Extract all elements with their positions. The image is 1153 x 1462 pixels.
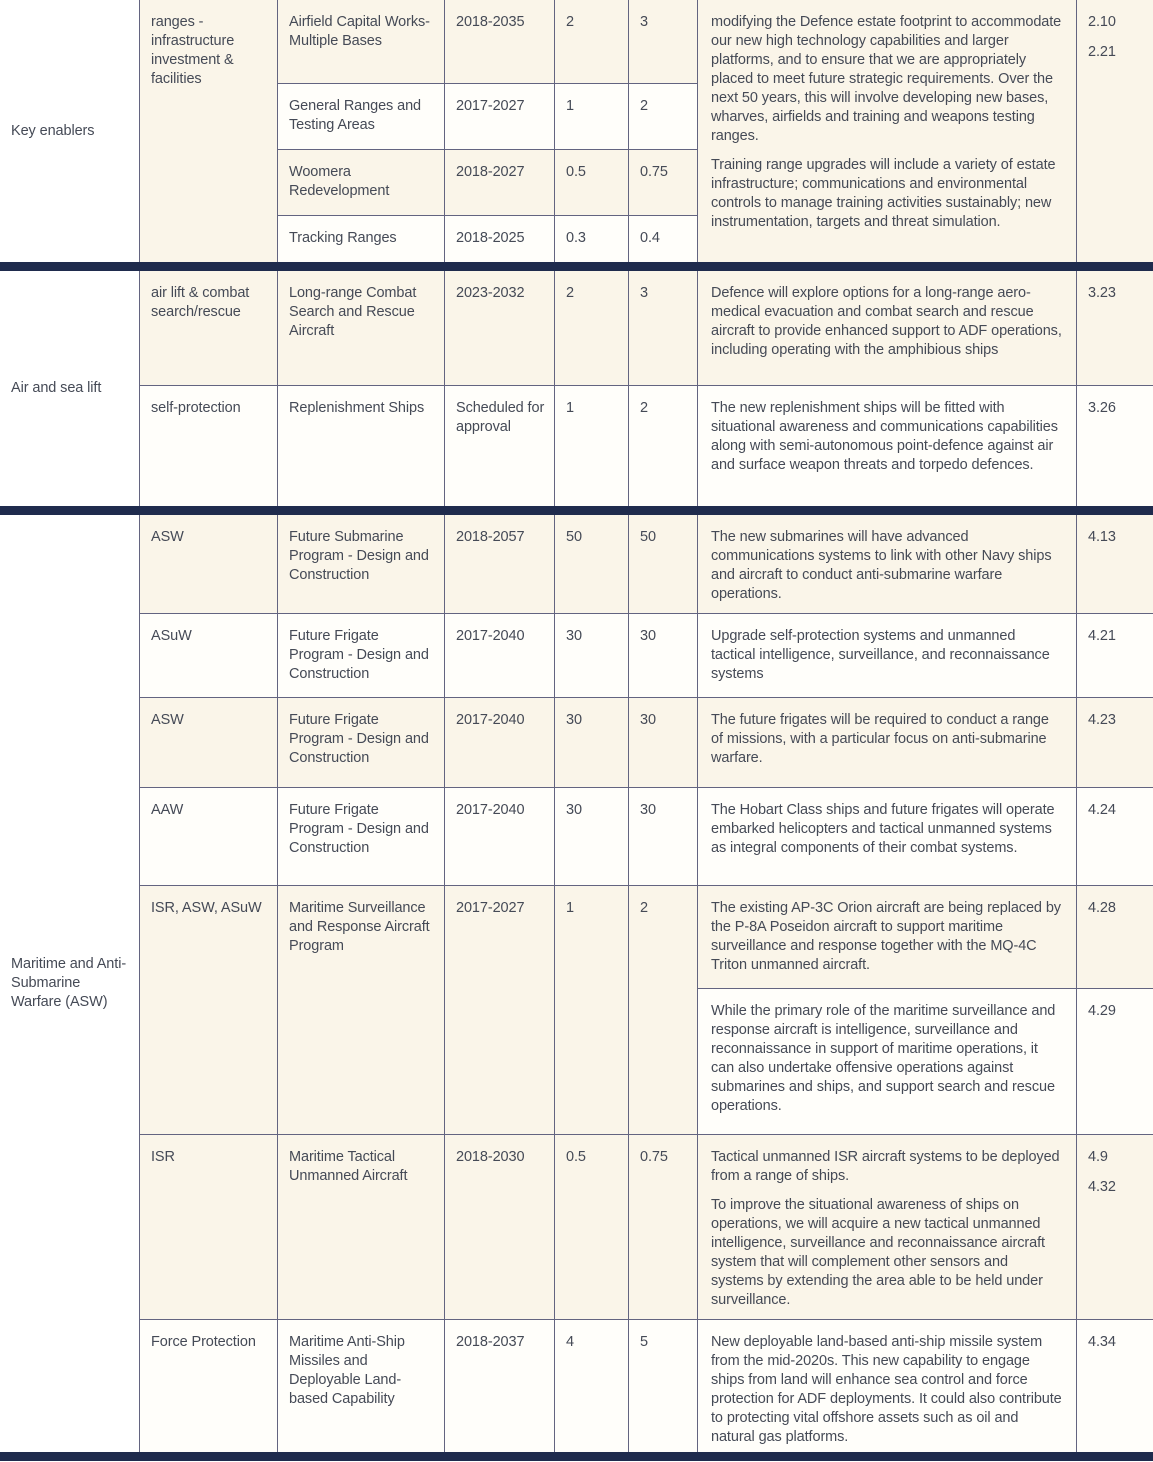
- category-label: Key enablers: [11, 122, 95, 139]
- description-cell: [698, 614, 1077, 698]
- program-cell: General Ranges and Testing Areas: [278, 84, 445, 150]
- program-cell: Maritime Tactical Unmanned Aircraft: [278, 1135, 445, 1320]
- period-cell: 2018-2025: [445, 216, 555, 262]
- period-cell: 2017-2040: [445, 698, 555, 788]
- value-cell: 0.5: [555, 150, 629, 216]
- description-cell: [698, 698, 1077, 788]
- reference-number: 4.13: [1088, 529, 1116, 545]
- reference-number: 2.10: [1088, 14, 1116, 30]
- reference-number: 4.23: [1088, 712, 1116, 728]
- description-paragraph: The new replenishment ships will be fitted with situational awareness and communications capabilities along with semi-autonomous point-defence against air and surface weapon threats and torpedo defences.: [711, 400, 1058, 473]
- value-cell: 0.75: [629, 150, 698, 216]
- value-cell: 3: [629, 0, 698, 84]
- value-cell: 2: [629, 84, 698, 150]
- period-cell: 2018-2037: [445, 1320, 555, 1452]
- value-cell: 2: [629, 886, 698, 1135]
- value-cell: 4: [555, 1320, 629, 1452]
- description-cell: [698, 886, 1077, 989]
- program-cell: Maritime Surveillance and Response Aircraft Program: [278, 886, 445, 1135]
- reference-number: 4.21: [1088, 628, 1116, 644]
- reference-number: 4.34: [1088, 1334, 1116, 1350]
- period-cell: 2017-2040: [445, 788, 555, 886]
- section-air-and-sea-lift: [0, 271, 1153, 506]
- subcategory-cell: Force Protection: [140, 1320, 278, 1452]
- value-cell: 1: [555, 886, 629, 1135]
- description-paragraph: To improve the situational awareness of ships on operations, we will acquire a new tactical unmanned intelligence, surveillance and reconnaissance aircraft system that will complement other sensors and systems by extending the area able to be held under surveillance.: [711, 1197, 1045, 1308]
- value-cell: 1: [555, 84, 629, 150]
- value-cell: 2: [629, 386, 698, 506]
- period-cell: 2017-2027: [445, 886, 555, 1135]
- program-cell: Woomera Redevelopment: [278, 150, 445, 216]
- description-paragraph: Upgrade self-protection systems and unmanned tactical intelligence, surveillance, and reconnaissance systems: [711, 628, 1050, 682]
- description-paragraph: Defence will explore options for a long-range aero-medical evacuation and combat search and rescue aircraft to provide enhanced support to ADF operations, including operating with the amphibious ships: [711, 285, 1062, 358]
- reference-number: 4.24: [1088, 802, 1116, 818]
- section-maritime-asw: [0, 515, 1153, 1452]
- reference-number: 4.29: [1088, 1003, 1116, 1019]
- value-cell: 30: [629, 698, 698, 788]
- description-cell: [698, 0, 1077, 262]
- period-cell: 2017-2040: [445, 614, 555, 698]
- description-paragraph: Training range upgrades will include a variety of estate infrastructure; communications and environmental controls to manage training activities sustainably; new instrumentation, targets and threat simulation.: [711, 157, 1056, 230]
- description-cell: [698, 788, 1077, 886]
- period-cell: 2018-2035: [445, 0, 555, 84]
- description-cell: [698, 989, 1077, 1135]
- reference-number: 4.28: [1088, 900, 1116, 916]
- description-paragraph: While the primary role of the maritime surveillance and response aircraft is intelligence, surveillance and reconnaissance in support of maritime operations, it can also undertake offensive operations against submarines and ships, and support search and rescue operations.: [711, 1003, 1056, 1114]
- period-cell: 2018-2027: [445, 150, 555, 216]
- value-cell: 0.75: [629, 1135, 698, 1320]
- description-paragraph: modifying the Defence estate footprint to accommodate our new high technology capabilities and larger platforms, and to ensure that we are appropriately placed to meet future strategic requirements. Over the next 50 years, this will involve developing new bases, wharves, airfields and training and weapons testing ranges.: [711, 14, 1062, 144]
- description-paragraph: The existing AP-3C Orion aircraft are being replaced by the P-8A Poseidon aircraft to support maritime surveillance and response together with the MQ-4C Triton unmanned aircraft.: [711, 900, 1061, 973]
- reference-number: 4.9: [1088, 1149, 1108, 1165]
- value-cell: 0.3: [555, 216, 629, 262]
- program-cell: Future Submarine Program - Design and Construction: [278, 515, 445, 614]
- value-cell: 2: [555, 271, 629, 386]
- value-cell: 50: [629, 515, 698, 614]
- program-cell: Future Frigate Program - Design and Construction: [278, 788, 445, 886]
- program-cell: Long-range Combat Search and Rescue Aircraft: [278, 271, 445, 386]
- reference-number: 4.32: [1088, 1179, 1116, 1195]
- subcategory-cell: ASW: [140, 698, 278, 788]
- reference-cell: [1077, 386, 1153, 506]
- subcategory-cell: AAW: [140, 788, 278, 886]
- reference-cell: [1077, 614, 1153, 698]
- description-paragraph: The Hobart Class ships and future frigates will operate embarked helicopters and tactical unmanned systems as integral components of their combat systems.: [711, 802, 1055, 856]
- description-paragraph: New deployable land-based anti-ship missile system from the mid-2020s. This new capability to engage ships from land will enhance sea control and force protection for ADF deployments. It could also contribute to protecting vital offshore assets such as oil and natural gas platforms.: [711, 1334, 1062, 1445]
- period-cell: 2018-2030: [445, 1135, 555, 1320]
- period-cell: 2018-2057: [445, 515, 555, 614]
- program-cell: Maritime Anti-Ship Missiles and Deployable Land-based Capability: [278, 1320, 445, 1452]
- reference-cell: [1077, 1135, 1153, 1320]
- subcategory-cell: ranges - infrastructure investment & facilities: [140, 0, 278, 262]
- reference-number: 2.21: [1088, 44, 1116, 60]
- value-cell: 50: [555, 515, 629, 614]
- reference-number: 3.26: [1088, 400, 1116, 416]
- subcategory-cell: ISR, ASW, ASuW: [140, 886, 278, 1135]
- program-cell: Airfield Capital Works-Multiple Bases: [278, 0, 445, 84]
- value-cell: 30: [555, 614, 629, 698]
- value-cell: 30: [629, 614, 698, 698]
- value-cell: 2: [555, 0, 629, 84]
- period-cell: Scheduled for approval: [445, 386, 555, 506]
- reference-cell: [1077, 886, 1153, 989]
- subcategory-cell: ASuW: [140, 614, 278, 698]
- section-divider: [0, 506, 1153, 515]
- subcategory-cell: ISR: [140, 1135, 278, 1320]
- section-key-enablers: [0, 0, 1153, 262]
- description-cell: [698, 271, 1077, 386]
- value-cell: 3: [629, 271, 698, 386]
- reference-cell: [1077, 515, 1153, 614]
- value-cell: 30: [555, 788, 629, 886]
- description-paragraph: Tactical unmanned ISR aircraft systems to be deployed from a range of ships.: [711, 1149, 1060, 1184]
- category-cell: [0, 0, 140, 262]
- reference-cell: [1077, 698, 1153, 788]
- section-divider: [0, 262, 1153, 271]
- period-cell: 2017-2027: [445, 84, 555, 150]
- value-cell: 1: [555, 386, 629, 506]
- description-paragraph: The new submarines will have advanced communications systems to link with other Navy ships and aircraft to conduct anti-submarine warfare operations.: [711, 529, 1052, 602]
- subcategory-cell: ASW: [140, 515, 278, 614]
- value-cell: 30: [555, 698, 629, 788]
- program-cell: Replenishment Ships: [278, 386, 445, 506]
- reference-cell: [1077, 788, 1153, 886]
- reference-cell: [1077, 271, 1153, 386]
- section-divider: [0, 1452, 1153, 1461]
- category-label: Air and sea lift: [11, 380, 102, 396]
- subcategory-cell: self-protection: [140, 386, 278, 506]
- description-cell: [698, 1320, 1077, 1452]
- subcategory-cell: air lift & combat search/rescue: [140, 271, 278, 386]
- reference-number: 3.23: [1088, 285, 1116, 301]
- description-cell: [698, 386, 1077, 506]
- reference-cell: [1077, 0, 1153, 262]
- description-paragraph: The future frigates will be required to conduct a range of missions, with a particular focus on anti-submarine warfare.: [711, 712, 1049, 766]
- value-cell: 5: [629, 1320, 698, 1452]
- period-cell: 2023-2032: [445, 271, 555, 386]
- category-cell: [0, 515, 140, 1452]
- description-cell: [698, 1135, 1077, 1320]
- description-cell: [698, 515, 1077, 614]
- category-cell: [0, 271, 140, 506]
- program-cell: Tracking Ranges: [278, 216, 445, 262]
- program-cell: Future Frigate Program - Design and Construction: [278, 614, 445, 698]
- reference-cell: [1077, 1320, 1153, 1452]
- category-label: Maritime and Anti-Submarine Warfare (ASW): [11, 956, 127, 1010]
- value-cell: 30: [629, 788, 698, 886]
- reference-cell: [1077, 989, 1153, 1135]
- value-cell: 0.4: [629, 216, 698, 262]
- program-cell: Future Frigate Program - Design and Construction: [278, 698, 445, 788]
- value-cell: 0.5: [555, 1135, 629, 1320]
